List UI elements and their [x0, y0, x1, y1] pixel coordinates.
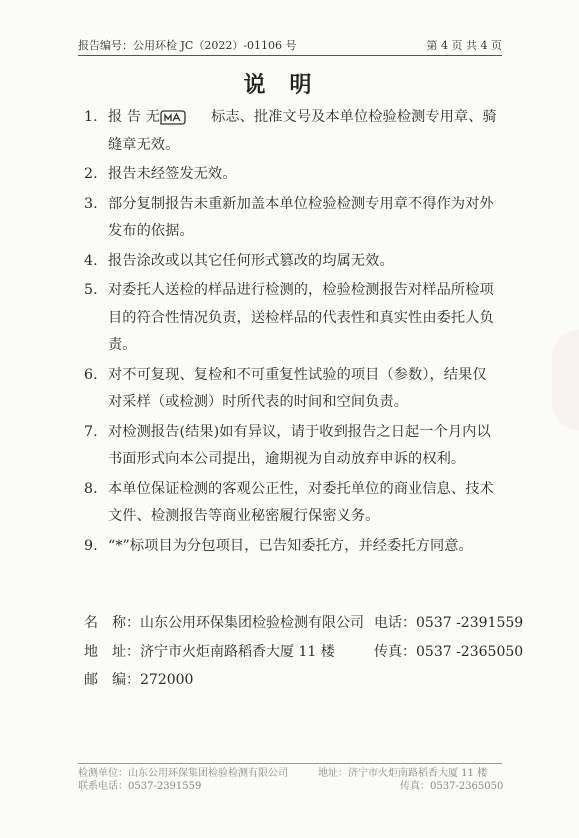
address-label: 地 址： — [84, 644, 140, 660]
footer-right — [318, 767, 503, 793]
address: 济宁市火炬南路稻香大厦 11 楼 — [140, 644, 335, 660]
item-text-pre: 报 告 无 — [108, 109, 161, 125]
company-name: 山东公用环保集团检验检测有限公司 — [140, 615, 364, 631]
footer-fax: 传真：0537-2365050 — [400, 781, 504, 792]
item-number: 4. — [84, 252, 98, 269]
item-number: 7. — [84, 423, 98, 440]
list-item — [84, 248, 498, 276]
item-text-post: 标志、批准文号及本单位检验检测专用章、骑缝章无效。 — [108, 109, 497, 153]
footer-unit: 检测单位：山东公用环保集团检验检测有限公司 — [78, 768, 288, 779]
fax-number: 0537 -2365050 — [416, 644, 524, 660]
item-number: 6. — [84, 366, 98, 383]
list-item — [84, 362, 498, 417]
header-divider — [78, 55, 502, 56]
report-header — [78, 37, 502, 53]
item-text: “*”标项目为分包项目，已告知委托方，并经委托方同意。 — [108, 537, 473, 554]
fax-label: 传真： — [374, 644, 416, 660]
company-name-line — [84, 614, 364, 632]
item-number: 2. — [84, 166, 98, 182]
phone-label: 电话： — [374, 615, 416, 631]
notes-list — [84, 104, 498, 562]
zip-label: 邮 编： — [84, 672, 140, 688]
footer-left — [78, 767, 288, 793]
item-text: 报告未经签发无效。 — [108, 166, 237, 182]
page-info: 第 4 页 共 4 页 — [426, 39, 502, 52]
item-number: 5. — [84, 282, 98, 298]
list-item — [84, 277, 498, 360]
item-text: 报告涂改或以其它任何形式篡改的均属无效。 — [108, 252, 394, 269]
item-number: 8. — [84, 480, 98, 497]
list-item — [84, 191, 498, 246]
footer-divider — [78, 763, 502, 764]
zip-line — [84, 671, 193, 689]
list-item — [84, 104, 498, 159]
report-number: 报告编号：公用环检 JC（2022）-01106 号 — [78, 39, 297, 52]
item-text: 对不可复现、复检和不可重复性试验的项目（参数），结果仅对采样（或检测）时所代表的时间和空间负责。 — [108, 366, 487, 410]
item-number: 9. — [84, 537, 98, 554]
seam-stamp-mark — [552, 330, 579, 430]
item-number: 1. — [84, 109, 98, 125]
cma-mark-icon — [160, 110, 186, 125]
list-item — [84, 419, 498, 474]
company-name-label: 名 称： — [84, 615, 140, 631]
item-text: 本单位保证检测的客观公正性，对委托单位的商业信息、技术文件、检测报告等商业秘密履行保密义务。 — [108, 480, 494, 524]
address-line — [84, 643, 335, 661]
item-text: 对委托人送检的样品进行检测的，检验检测报告对样品所检项目的符合性情况负责，送检样品的代表性和真实性由委托人负责。 — [108, 282, 494, 353]
fax-line — [374, 643, 523, 661]
list-item — [84, 161, 498, 189]
list-item — [84, 476, 498, 531]
phone-line — [374, 614, 523, 632]
zip-code: 272000 — [140, 672, 194, 688]
phone-number: 0537 -2391559 — [416, 615, 524, 631]
item-number: 3. — [84, 195, 98, 212]
list-item — [84, 533, 498, 561]
footer-phone: 联系电话：0537-2391559 — [78, 781, 202, 792]
item-text: 部分复制报告未重新加盖本单位检验检测专用章不得作为对外发布的依据。 — [108, 195, 494, 239]
footer-address: 地址：济宁市火炬南路稻香大厦 11 楼 — [318, 768, 488, 779]
page-title: 说明 — [243, 72, 336, 98]
item-text: 对检测报告(结果)如有异议，请于收到报告之日起一个月内以书面形式向本公司提出，逾期视为自动放弃申诉的权利。 — [108, 423, 491, 467]
